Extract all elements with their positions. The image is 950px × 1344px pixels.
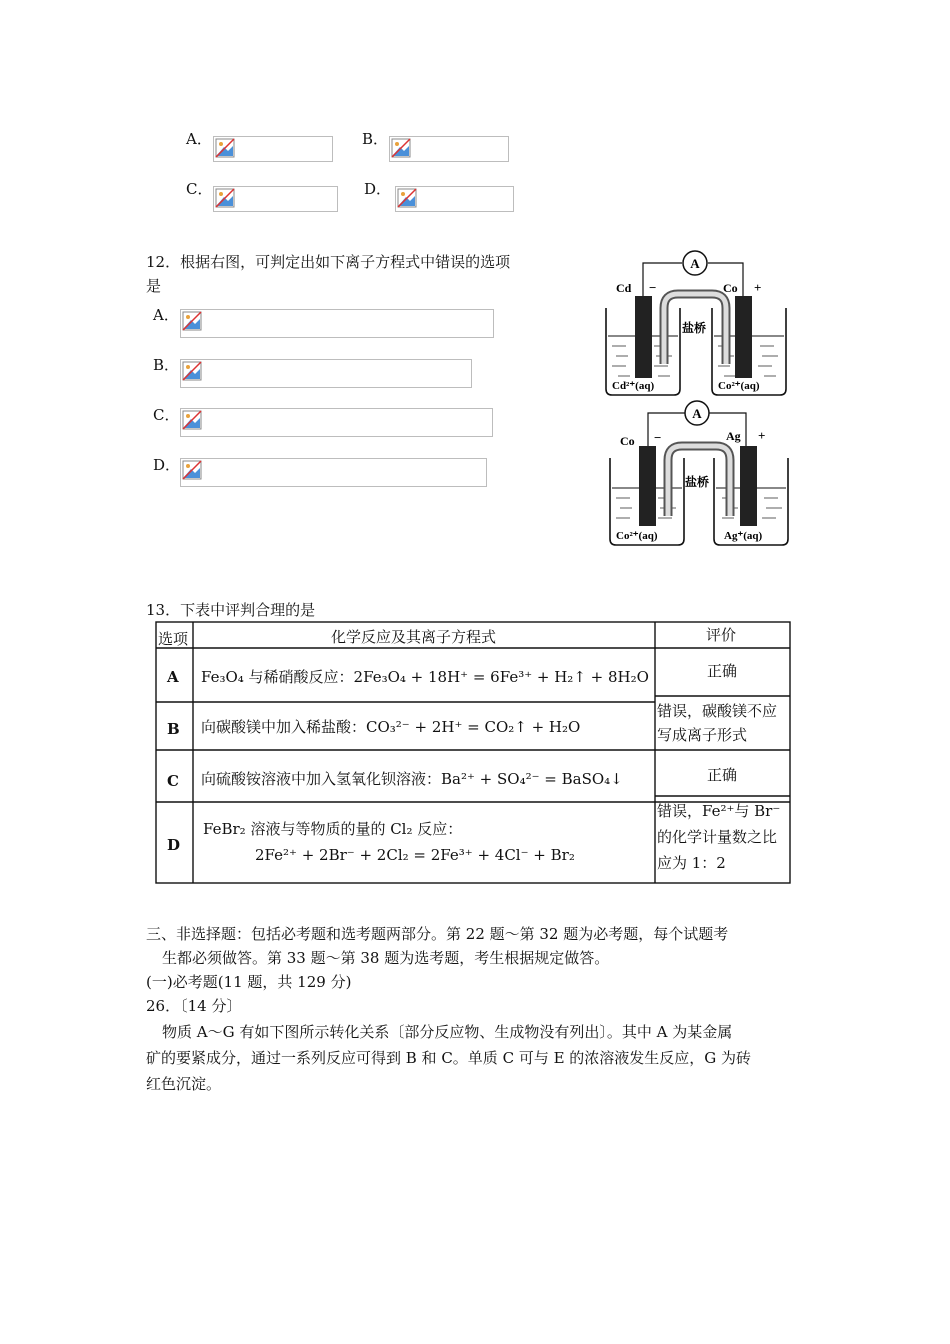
section3-line1: 三、非选择题：包括必考题和选考题两部分。第 22 题～第 32 题为必考题，每个试题考 [146, 925, 729, 943]
row-c-option: C [167, 772, 179, 790]
co-electrode [735, 296, 752, 378]
q12-stem-line2: 是 [146, 277, 162, 295]
ammeter-label: A [692, 406, 702, 421]
row-b-option: B [167, 720, 180, 738]
q12-option-b-label: B． [153, 356, 180, 374]
co-electrode [639, 446, 656, 526]
q11-option-c-label: C． [186, 180, 213, 198]
bottom-left-metal: Co [620, 434, 635, 448]
top-salt-bridge-label: 盐桥 [682, 321, 707, 335]
q26-para-line1: 物质 A～G 有如下图所示转化关系〔部分反应物、生成物没有列出〕。其中 A 为某金属 [162, 1023, 733, 1041]
broken-image-icon [182, 311, 202, 331]
bottom-cell [610, 401, 788, 545]
q11-option-b-image [389, 136, 509, 162]
q11-option-b-label: B． [362, 130, 389, 148]
top-right-ion: Co²⁺(aq) [718, 380, 760, 392]
q26-para-line2: 矿的要紧成分，通过一系列反应可得到 B 和 C。单质 C 可与 E 的浓溶液发生反应，G 为砖 [146, 1049, 752, 1067]
top-left-sign: − [649, 280, 657, 295]
galvanic-cells-diagram [598, 246, 798, 552]
q26-heading: 26．〔14 分〕 [146, 997, 242, 1015]
broken-image-icon [182, 361, 202, 381]
top-left-metal: Cd [616, 281, 632, 295]
top-cell [606, 251, 786, 395]
q12-stem-line1: 12．根据右图，可判定出如下离子方程式中错误的选项 [146, 253, 511, 271]
q12-option-c-label: C． [153, 406, 180, 424]
broken-image-icon [391, 138, 411, 158]
q11-option-a-label: A． [186, 130, 212, 148]
bottom-left-sign: − [654, 430, 662, 445]
row-b-evaluation-line2: 写成离子形式 [657, 726, 748, 744]
ammeter-label: A [690, 256, 700, 271]
q12-option-c-image [180, 408, 493, 437]
q12-option-d-label: D． [153, 456, 181, 474]
ag-electrode [740, 446, 757, 526]
row-d-reaction-line1: FeBr₂ 溶液与等物质的量的 Cl₂ 反应： [203, 820, 463, 838]
row-c-evaluation: 正确 [707, 766, 738, 784]
q13-table [155, 620, 791, 885]
row-a-reaction: Fe₃O₄ 与稀硝酸反应：2Fe₃O₄ + 18H⁺ = 6Fe³⁺ + H₂↑ + 8H₂O [201, 668, 649, 686]
section3-line2: 生都必须做答。第 33 题～第 38 题为选考题，考生根据规定做答。 [162, 949, 610, 967]
bottom-left-ion: Co²⁺(aq) [616, 530, 658, 542]
top-right-metal: Co [723, 281, 738, 295]
q11-option-d-label: D． [364, 180, 392, 198]
q11-option-d-image [395, 186, 514, 212]
row-d-reaction-line2: 2Fe²⁺ + 2Br⁻ + 2Cl₂ = 2Fe³⁺ + 4Cl⁻ + Br₂ [255, 846, 575, 864]
bottom-right-ion: Ag⁺(aq) [724, 530, 763, 542]
q26-para-line3: 红色沉淀。 [146, 1075, 222, 1093]
q12-option-a-label: A． [153, 306, 179, 324]
row-a-evaluation: 正确 [707, 662, 738, 680]
q12-option-b-image [180, 359, 472, 388]
broken-image-icon [215, 188, 235, 208]
broken-image-icon [182, 460, 202, 480]
row-a-option: A [167, 668, 179, 686]
broken-image-icon [182, 410, 202, 430]
q13-stem: 13．下表中评判合理的是 [146, 601, 316, 619]
row-b-reaction: 向碳酸镁中加入稀盐酸：CO₃²⁻ + 2H⁺ = CO₂↑ + H₂O [201, 718, 581, 736]
row-d-evaluation-line1: 错误，Fe²⁺与 Br⁻ [657, 802, 781, 820]
bottom-right-sign: + [758, 428, 766, 443]
bottom-salt-bridge-label: 盐桥 [685, 475, 710, 489]
section3-line3: (一)必考题(11 题，共 129 分) [146, 973, 352, 991]
broken-image-icon [397, 188, 417, 208]
row-c-reaction: 向硫酸铵溶液中加入氢氧化钡溶液：Ba²⁺ + SO₄²⁻ = BaSO₄↓ [201, 770, 623, 788]
broken-image-icon [215, 138, 235, 158]
row-d-evaluation-line2: 的化学计量数之比 [657, 828, 778, 846]
row-d-evaluation-line3: 应为 1：2 [657, 854, 726, 872]
top-right-sign: + [754, 280, 762, 295]
q12-option-a-image [180, 309, 494, 338]
q11-option-a-image [213, 136, 333, 162]
table-header-reaction: 化学反应及其离子方程式 [331, 628, 497, 646]
table-header-evaluation: 评价 [706, 626, 737, 644]
q12-option-d-image [180, 458, 487, 487]
row-b-evaluation-line1: 错误，碳酸镁不应 [657, 702, 778, 720]
q11-option-c-image [213, 186, 338, 212]
cd-electrode [635, 296, 652, 378]
table-header-option: 选项 [158, 630, 189, 648]
top-left-ion: Cd²⁺(aq) [612, 380, 655, 392]
bottom-right-metal: Ag [726, 429, 741, 443]
row-d-option: D [167, 836, 181, 854]
